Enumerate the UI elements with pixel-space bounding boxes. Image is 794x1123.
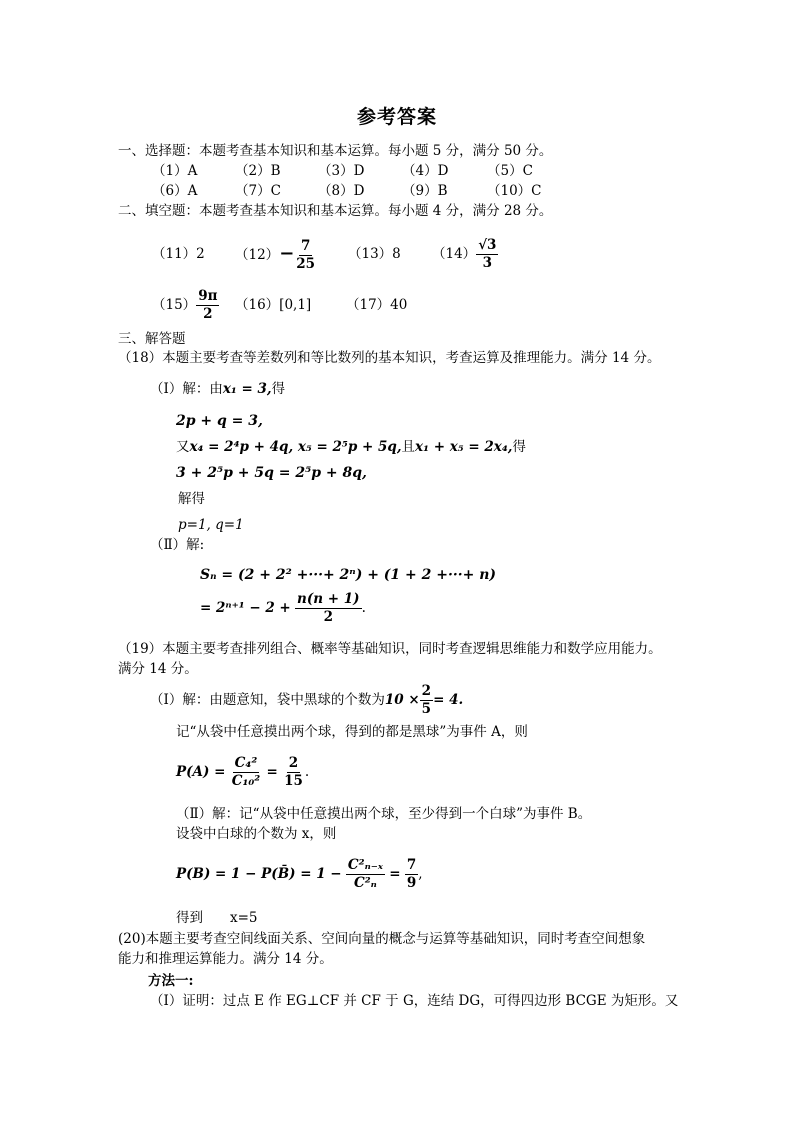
part-label: （Ⅰ）解：由题意知，袋中黑球的个数为 xyxy=(150,692,385,708)
equation: = 2ⁿ⁺¹ − 2 + xyxy=(200,600,291,616)
text: . xyxy=(304,764,310,780)
mc-answer: （3）D xyxy=(318,163,365,179)
section1-heading: 一、选择题：本题考查基本知识和基本运算。每小题 5 分，满分 50 分。 xyxy=(118,143,553,159)
denominator: 3 xyxy=(482,255,493,271)
equation-line xyxy=(176,438,526,456)
text: 又 xyxy=(176,439,190,455)
equation-line xyxy=(200,588,366,628)
numerator: C₄² xyxy=(234,755,258,771)
denominator: C₁₀² xyxy=(231,773,261,789)
text: 得 xyxy=(271,381,286,397)
equation: 2p + q = 3, xyxy=(176,413,263,429)
fill-answer-11: （11）2 xyxy=(152,246,205,262)
equation: x₁ + x₅ = 2x₄, xyxy=(415,439,513,455)
numerator: 7 xyxy=(300,238,311,254)
text: . xyxy=(361,600,366,616)
equation: = xyxy=(389,866,401,882)
mc-answer: （4）D xyxy=(402,163,449,179)
result: p=1, q=1 xyxy=(178,517,244,533)
equation-line xyxy=(176,750,309,794)
text: 记“从袋中任意摸出两个球，得到的都是黑球”为事件 A，则 xyxy=(176,724,528,740)
mc-answer: （6）A xyxy=(152,183,198,199)
q18-part2: （Ⅱ）解: xyxy=(150,537,205,553)
fill-answer-14 xyxy=(432,234,498,274)
fraction xyxy=(294,238,317,273)
q18-intro: （18）本题主要考查等差数列和等比数列的基本知识，考查运算及推理能力。满分 14 分。 xyxy=(118,350,661,366)
fraction xyxy=(295,591,362,626)
equation: P(A) = xyxy=(176,764,226,780)
fill-answer-15 xyxy=(152,285,219,325)
fraction xyxy=(346,857,385,892)
denominator: 25 xyxy=(296,256,316,272)
text: 解得 xyxy=(178,491,205,507)
part-label: （Ⅰ）解：由 xyxy=(150,381,223,397)
text: 且 xyxy=(401,439,416,455)
numerator: 2 xyxy=(288,755,299,771)
mc-answer: （8）D xyxy=(318,183,365,199)
fraction xyxy=(476,237,498,272)
denominator: 5 xyxy=(421,701,432,717)
q19-part2: （Ⅱ）解：记“从袋中任意摸出两个球，至少得到一个白球”为事件 B。 xyxy=(176,806,592,822)
fill-label: （12） xyxy=(235,247,280,263)
minus-sign: − xyxy=(279,243,295,264)
equation: x₁ = 3, xyxy=(222,381,272,397)
numerator: n(n + 1) xyxy=(297,591,360,607)
equation: = xyxy=(266,764,278,780)
numerator: C²ₙ₋ₓ xyxy=(347,857,383,873)
equation: 10 × xyxy=(384,692,420,708)
q19-intro: （19）本题主要考查排列组合、概率等基础知识，同时考查逻辑思维能力和数学应用能力。 xyxy=(118,641,662,657)
text: 设袋中白球的个数为 x，则 xyxy=(176,826,337,842)
mc-answer: （5）C xyxy=(487,163,533,179)
q19-part1 xyxy=(150,680,463,720)
equation: 3 + 2⁵p + 5q = 2⁵p + 8q, xyxy=(176,465,367,481)
text: , xyxy=(418,866,423,882)
equation: x₄ = 2⁴p + 4q, x₅ = 2⁵p + 5q, xyxy=(189,439,402,455)
mc-answer: （10）C xyxy=(487,183,542,199)
mc-answer: （2）B xyxy=(235,163,281,179)
numerator: 9π xyxy=(198,288,218,304)
q20-intro: 能力和推理运算能力。满分 14 分。 xyxy=(118,951,333,967)
q20-proof: （Ⅰ）证明：过点 E 作 EG⊥CF 并 CF 于 G，连结 DG，可得四边形 BCGE 为矩形。又 xyxy=(150,993,679,1009)
fraction xyxy=(230,755,262,790)
section2-heading: 二、填空题：本题考查基本知识和基本运算。每小题 4 分，满分 28 分。 xyxy=(118,203,553,219)
fill-answer-13: （13）8 xyxy=(348,246,401,262)
numerator: 2 xyxy=(421,683,432,699)
equation-line xyxy=(176,852,423,896)
denominator: 2 xyxy=(203,306,213,322)
result: 得到 x=5 xyxy=(176,910,258,926)
q19-intro: 满分 14 分。 xyxy=(118,661,198,677)
denominator: 15 xyxy=(284,773,303,789)
equation: P(B) = 1 − P(B̄) = 1 − xyxy=(176,866,342,882)
fraction xyxy=(420,683,433,718)
text: 得 xyxy=(512,439,526,455)
fraction xyxy=(405,857,418,892)
numerator: 7 xyxy=(406,857,417,873)
fill-answer-17: （17）40 xyxy=(346,297,408,313)
method-heading: 方法一: xyxy=(148,973,194,989)
numerator: √3 xyxy=(478,237,497,253)
denominator: 2 xyxy=(323,609,333,625)
q20-intro: (20)本题主要考查空间线面关系、空间向量的概念与运算等基础知识，同时考查空间想象 xyxy=(118,931,646,947)
equation: = 4. xyxy=(433,692,464,708)
fill-label: （14） xyxy=(432,246,477,262)
page-title: 参考答案 xyxy=(356,106,437,128)
denominator: C²ₙ xyxy=(354,875,377,891)
section3-heading: 三、解答题 xyxy=(118,331,186,347)
equation: Sₙ = (2 + 2² +···+ 2ⁿ) + (1 + 2 +···+ n) xyxy=(200,567,497,583)
mc-answer: （7）C xyxy=(235,183,281,199)
mc-answer: （9）B xyxy=(402,183,448,199)
mc-answer: （1）A xyxy=(152,163,198,179)
fill-answer-12 xyxy=(235,234,317,275)
fill-label: （15） xyxy=(152,297,197,313)
denominator: 9 xyxy=(406,875,417,891)
fill-answer-16: （16）[0,1] xyxy=(235,297,312,313)
q18-part1 xyxy=(150,380,285,398)
fraction xyxy=(282,755,305,790)
fraction xyxy=(196,288,219,323)
